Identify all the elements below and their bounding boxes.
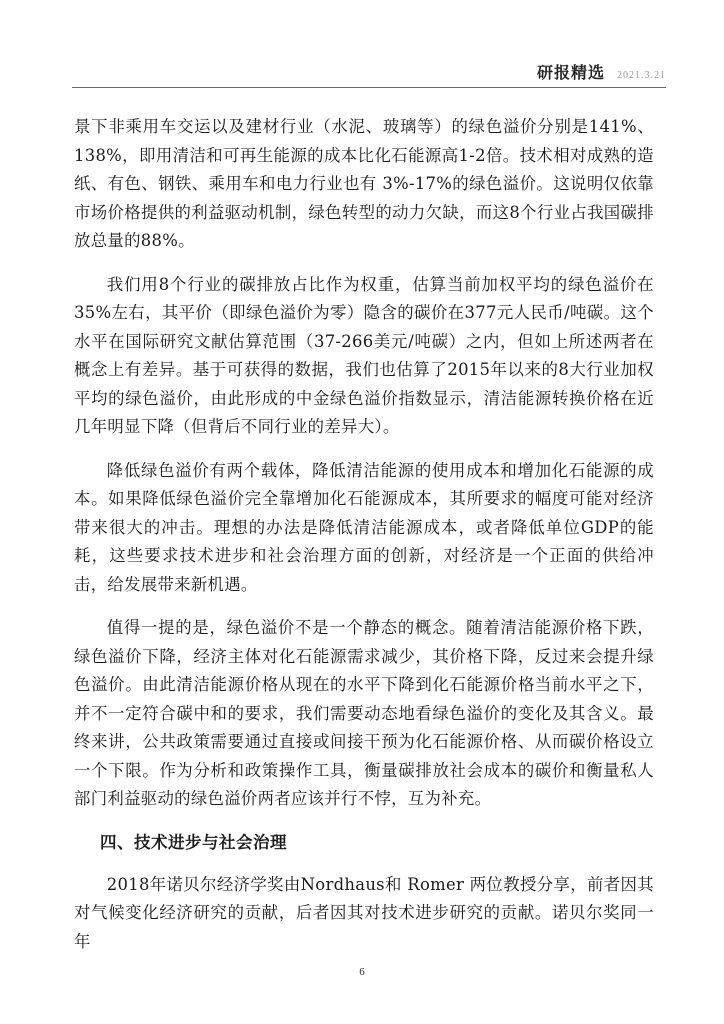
header-divider [72, 87, 666, 88]
header-date: 2021.3.21 [617, 70, 666, 81]
article-body [74, 113, 654, 971]
page-header [537, 60, 666, 83]
paragraph-4: 值得一提的是，绿色溢价不是一个静态的概念。随着清洁能源价格下跌，绿色溢价下降，经济主体对化石能源需求减少，其价格下降，反过来会提升绿色溢价。由此清洁能源价格从现在的水平下降到化石能源价格当前水平之下，并不一定符合碳中和的要求，我们需要动态地看绿色溢价的变化及其含义。最终来讲，公共政策需要通过直接或间接干预为化石能源价格、从而碳价格设立一个下限。作为分析和政策操作工具，衡量碳排放社会成本的碳价和衡量私人部门利益驱动的绿色溢价两者应该并行不悖，互为补充。 [74, 618, 654, 808]
page-number: 6 [359, 966, 365, 978]
paragraph-1: 景下非乘用车交运以及建材行业（水泥、玻璃等）的绿色溢价分别是141%、138%，即用清洁和可再生能源的成本比化石能源高1-2倍。技术相对成熟的造纸、有色、钢铁、乘用车和电力行业也有 3%-17%的绿色溢价。这说明仅依靠市场价格提供的利益驱动机制，绿色转型的动力欠缺，而这8个行业占我国碳排放总量的88%。 [74, 117, 654, 250]
header-title: 研报精选 [536, 63, 605, 82]
paragraph-2: 我们用8个行业的碳排放占比作为权重，估算当前加权平均的绿色溢价在35%左右，其平价（即绿色溢价为零）隐含的碳价在377元人民币/吨碳。这个水平在国际研究文献估算范围（37-266美元/吨碳）之内，但如上所述两者在概念上有差异。基于可获得的数据，我们也估算了2015年以来的8大行业加权平均的绿色溢价，由此形成的中金绿色溢价指数显示，清洁能源转换价格在近几年明显下降（但背后不同行业的差异大）。 [74, 274, 654, 436]
section-paragraph: 2018年诺贝尔经济学奖由Nordhaus和 Romer 两位教授分享，前者因其对气候变化经济研究的贡献，后者因其对技术进步研究的贡献。诺贝尔奖同一年 [74, 874, 654, 951]
section-heading: 四、技术进步与社会治理 [100, 832, 287, 852]
paragraph-3: 降低绿色溢价有两个载体，降低清洁能源的使用成本和增加化石能源的成本。如果降低绿色溢价完全靠增加化石能源成本，其所要求的幅度可能对经济带来很大的冲击。理想的办法是降低清洁能源成本，或者降低单位GDP的能耗，这些要求技术进步和社会治理方面的创新，对经济是一个正面的供给冲击，给发展带来新机遇。 [74, 460, 654, 594]
